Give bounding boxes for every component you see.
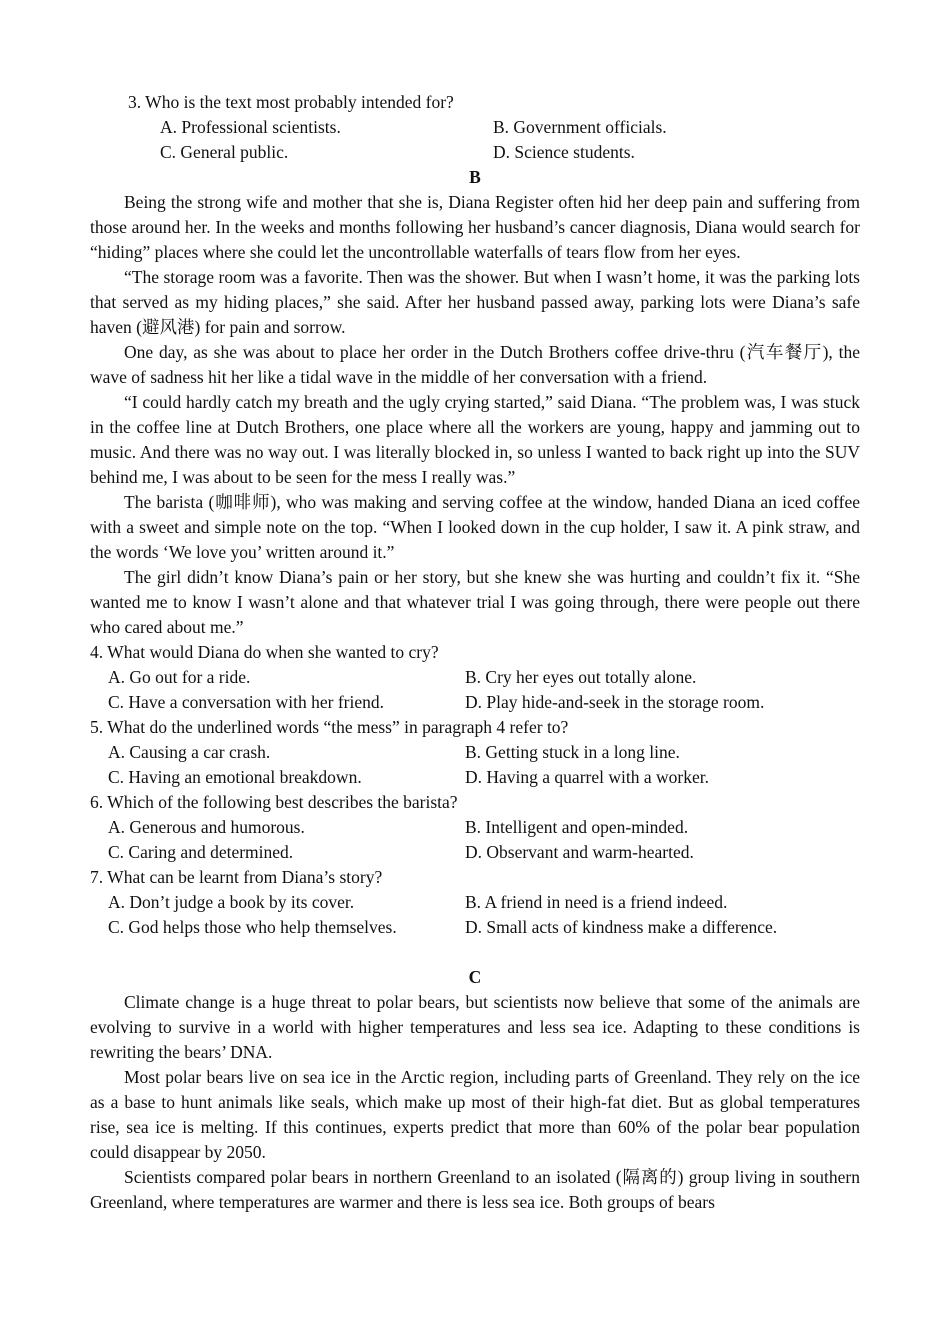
option-b: B. Government officials. <box>493 117 667 137</box>
option-d: D. Observant and warm-hearted. <box>465 842 694 862</box>
option-b: B. Cry her eyes out totally alone. <box>465 667 697 687</box>
exam-page <box>90 90 860 1215</box>
question-4 <box>90 640 860 715</box>
paragraph: “I could hardly catch my breath and the ugly crying started,” said Diana. “The problem was, I was stuck in the coffee line at Dutch Brothers, one place where all the workers are young, happy and jamming out to music. And there was no way out. I was literally blocked in, so unless I wanted to back right up into the SUV behind me, I was about to be seen for the mess I really was.” <box>90 392 860 487</box>
question-options <box>90 740 860 790</box>
option-a: A. Go out for a ride. <box>108 667 251 687</box>
question-options <box>90 115 860 165</box>
option-a: A. Generous and humorous. <box>108 817 305 837</box>
section-b-passage <box>90 190 860 640</box>
option-c: C. Caring and determined. <box>108 842 294 862</box>
paragraph: Most polar bears live on sea ice in the Arctic region, including parts of Greenland. They rely on the ice as a base to hunt animals like seals, which make up most of their high-fat diet. But as global temperatures rise, sea ice is melting. If this continues, experts predict that more than 60% of the polar bear population could disappear by 2050. <box>90 1067 860 1162</box>
paragraph: “The storage room was a favorite. Then was the shower. But when I wasn’t home, it was the parking lots that served as my hiding places,” she said. After her husband passed away, parking lots were Diana’s safe haven (避风港) for pain and sorrow. <box>90 267 860 337</box>
question-stem: 4. What would Diana do when she wanted to cry? <box>90 642 439 662</box>
paragraph: Being the strong wife and mother that she is, Diana Register often hid her deep pain and suffering from those around her. In the weeks and months following her husband’s cancer diagnosis, Diana would search for “hiding” places where she could let the uncontrollable waterfalls of tears flow from her eyes. <box>90 192 860 262</box>
question-stem: 6. Which of the following best describes the barista? <box>90 792 458 812</box>
option-c: C. God helps those who help themselves. <box>108 917 397 937</box>
paragraph: Scientists compared polar bears in northern Greenland to an isolated (隔离的) group living in southern Greenland, where temperatures are warmer and there is less sea ice. Both groups of bears <box>90 1167 860 1212</box>
question-6 <box>90 790 860 865</box>
question-stem: 5. What do the underlined words “the mess” in paragraph 4 refer to? <box>90 717 569 737</box>
option-b: B. Intelligent and open-minded. <box>465 817 689 837</box>
question-stem: 7. What can be learnt from Diana’s story? <box>90 867 383 887</box>
option-c: C. General public. <box>160 142 289 162</box>
option-d: D. Small acts of kindness make a difference. <box>465 917 778 937</box>
question-options <box>90 665 860 715</box>
option-c: C. Having an emotional breakdown. <box>108 767 362 787</box>
question-7 <box>90 865 860 940</box>
paragraph: The barista (咖啡师), who was making and serving coffee at the window, handed Diana an iced coffee with a sweet and simple note on the top. “When I looked down in the cup holder, I saw it. A pink straw, and the words ‘We love you’ written around it.” <box>90 492 860 562</box>
option-b: B. Getting stuck in a long line. <box>465 742 680 762</box>
option-a: A. Professional scientists. <box>160 117 341 137</box>
question-5 <box>90 715 860 790</box>
question-stem: 3. Who is the text most probably intended for? <box>128 92 454 112</box>
option-a: A. Causing a car crash. <box>108 742 271 762</box>
paragraph: One day, as she was about to place her order in the Dutch Brothers coffee drive-thru (汽车餐厅), the wave of sadness hit her like a tidal wave in the middle of her conversation with a friend. <box>90 342 860 387</box>
section-c-passage <box>90 990 860 1215</box>
question-options <box>90 815 860 865</box>
option-d: D. Science students. <box>493 142 635 162</box>
paragraph: Climate change is a huge threat to polar bears, but scientists now believe that some of the animals are evolving to survive in a world with higher temperatures and less sea ice. Adapting to these conditions is rewriting the bears’ DNA. <box>90 992 860 1062</box>
section-c-title: C <box>468 967 482 987</box>
option-d: D. Play hide-and-seek in the storage room. <box>465 692 765 712</box>
paragraph: The girl didn’t know Diana’s pain or her story, but she knew she was hurting and couldn’t fix it. “She wanted me to know I wasn’t alone and that whatever trial I was going through, there were people out there who cared about me.” <box>90 567 860 637</box>
question-3 <box>90 90 860 165</box>
option-c: C. Have a conversation with her friend. <box>108 692 385 712</box>
option-a: A. Don’t judge a book by its cover. <box>108 892 355 912</box>
question-options <box>90 890 860 940</box>
section-b-title: B <box>469 167 481 187</box>
option-d: D. Having a quarrel with a worker. <box>465 767 709 787</box>
option-b: B. A friend in need is a friend indeed. <box>465 892 728 912</box>
